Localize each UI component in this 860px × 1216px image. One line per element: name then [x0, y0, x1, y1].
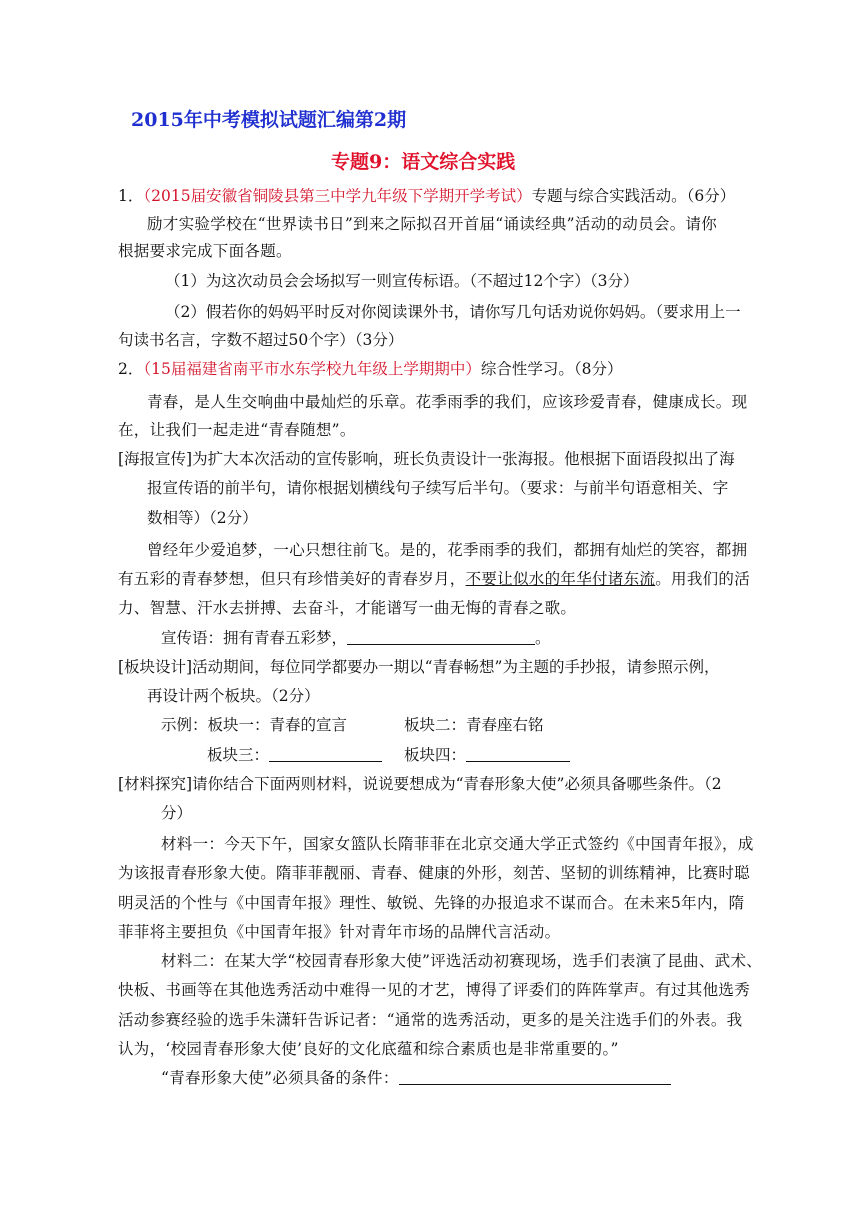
slogan-blank[interactable] — [347, 629, 535, 645]
material-two-line: 快板、书画等在其他选秀活动中难得一见的才艺，博得了评委们的阵阵掌声。有过其他选秀 — [118, 981, 751, 999]
material-two-line: 认为，‘校园青春形象大使’良好的文化底蕴和综合素质也是非常重要的。” — [118, 1040, 619, 1058]
condition-blank[interactable] — [399, 1069, 671, 1085]
board-three-blank[interactable] — [269, 746, 382, 762]
material-task-line: 分） — [161, 804, 193, 822]
q2-heading — [118, 359, 622, 379]
q1-heading-text: 专题与综合实践活动。（6分） — [531, 187, 736, 205]
slogan-line: 宣传语：拥有青春五彩梦， 。 — [161, 629, 551, 647]
board-three: 板块三： — [207, 745, 382, 765]
q2-source: （15届福建省南平市水东学校九年级上学期期中） — [143, 360, 481, 378]
poster-task-line: [海报宣传]为扩大本次活动的宣传影响，班长负责设计一张海报。他根据下面语段拟出了海 — [118, 450, 735, 468]
material-one-line: 菲菲将主要担负《中国青年报》针对青年市场的品牌代言活动。 — [118, 923, 561, 941]
q1-item-2-cont: 句读书名言，字数不超过50个字）（3分） — [118, 331, 404, 349]
material-two-line: 活动参赛经验的选手朱潇轩告诉记者：“通常的选秀活动，更多的是关注选手们的外表。我 — [118, 1011, 743, 1029]
slogan-label: 宣传语：拥有青春五彩梦， — [161, 629, 348, 647]
topic-title: 专题9：语文综合实践 — [331, 151, 516, 173]
q1-item-1: （1）为这次动员会会场拟写一则宣传标语。（不超过12个字）（3分） — [165, 272, 639, 290]
material-task-line: [材料探究]请你结合下面两则材料，说说要想成为“青春形象大使”必须具备哪些条件。（2 — [118, 775, 722, 793]
material-one-line: 明灵活的个性与《中国青年报》理性、敏锐、先锋的办报追求不谋而合。在未来5年内，隋 — [118, 894, 745, 912]
document-title: 2015年中考模拟试题汇编第2期 — [131, 109, 407, 131]
material-one-line: 为该报青春形象大使。隋菲菲靓丽、青春、健康的外形，刻苦、坚韧的训练精神，比赛时聪 — [118, 864, 751, 882]
condition-line — [161, 1068, 671, 1088]
poster-task-line: 报宣传语的前半句，请你根据划横线句子续写后半句。（要求：与前半句语意相关、字 — [147, 479, 729, 497]
q1-item-2: （2）假若你的妈妈平时反对你阅读课外书，请你写几句话劝说你妈妈。（要求用上一 — [165, 303, 741, 321]
material-one-line: 材料一：今天下午，国家女篮队长隋菲菲在北京交通大学正式签约《中国青年报》，成 — [161, 835, 754, 853]
board-task-line: 再设计两个板块。（2分） — [147, 687, 320, 705]
q2-intro-line: 在，让我们一起走进“青春随想”。 — [118, 421, 356, 439]
q1-number: 1． — [118, 187, 144, 205]
q1-heading — [118, 186, 735, 206]
q2-intro-line: 青春，是人生交响曲中最灿烂的乐章。花季雨季的我们，应该珍爱青春，健康成长。现 — [147, 393, 748, 411]
board-example-two: 板块二：青春座右铭 — [404, 716, 544, 734]
passage-line: 曾经年少爱追梦，一心只想往前飞。是的，花季雨季的我们，都拥有灿烂的笑容，都拥 — [147, 541, 748, 559]
poster-task-line: 数相等）（2分） — [147, 509, 258, 527]
q2-heading-text: 综合性学习。（8分） — [480, 360, 623, 378]
board-task-line: [板块设计]活动期间，每位同学都要办一期以“青春畅想”为主题的手抄报，请参照示例， — [118, 658, 720, 676]
board-four: 板块四： — [404, 745, 570, 765]
q1-intro-line: 根据要求完成下面各题。 — [118, 242, 292, 260]
condition-label: “青春形象大使”必须具备的条件： — [161, 1069, 399, 1087]
material-two-line: 材料二：在某大学“校园青春形象大使”评选活动初赛现场，选手们表演了昆曲、武术、 — [161, 952, 763, 970]
board-four-blank[interactable] — [466, 746, 570, 762]
underlined-sentence: 不要让似水的年华付诸东流 — [465, 570, 656, 588]
passage-line: 力、智慧、汗水去拼搏、去奋斗，才能谱写一曲无悔的青春之歌。 — [118, 599, 577, 617]
q1-intro-line: 励才实验学校在“世界读书日”到来之际拟召开首届“诵读经典”活动的动员会。请你 — [147, 215, 718, 233]
q2-number: 2． — [118, 360, 144, 378]
q1-source: （2015届安徽省铜陵县第三中学九年级下学期开学考试） — [143, 187, 532, 205]
board-example-one: 示例：板块一：青春的宣言 — [161, 716, 348, 734]
passage-line: 有五彩的青春梦想，但只有珍惜美好的青春岁月，不要让似水的年华付诸东流。用我们的活 — [118, 570, 751, 588]
